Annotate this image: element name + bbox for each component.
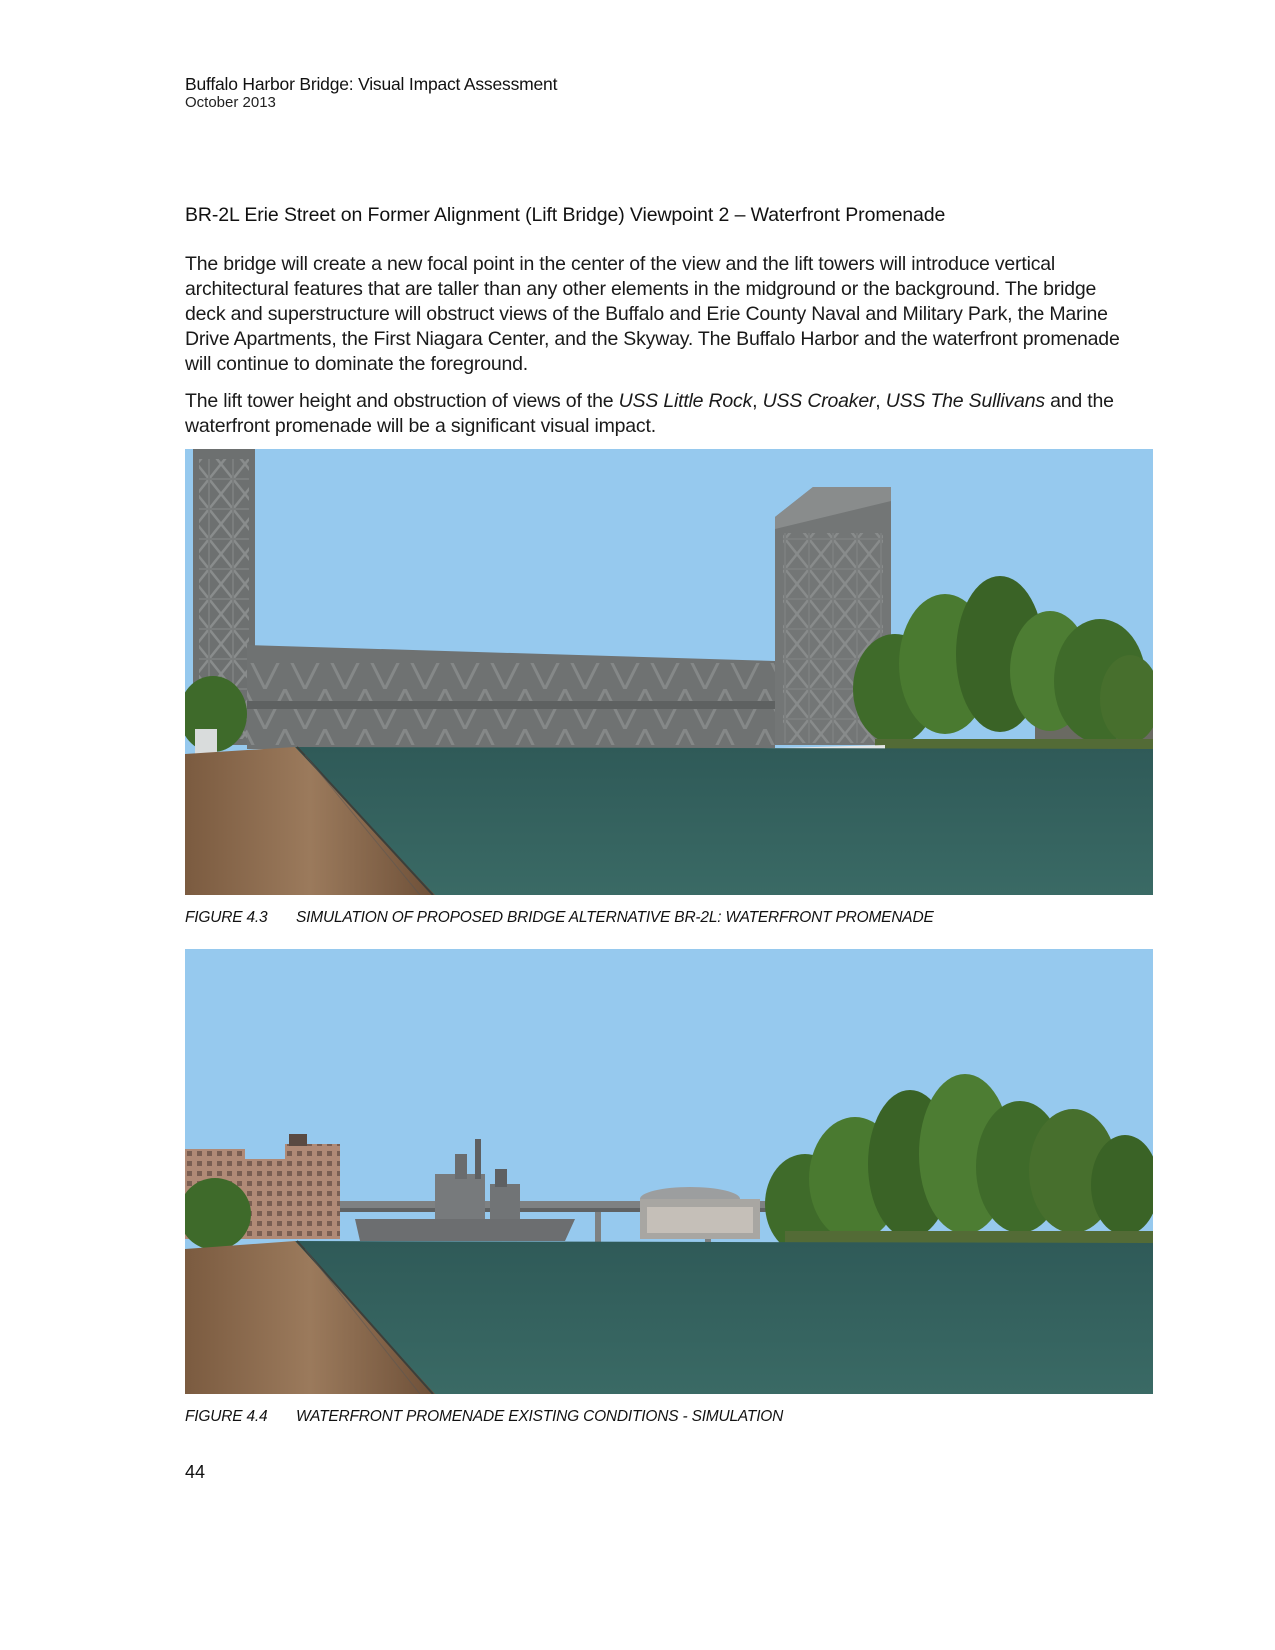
ship-name-little-rock: USS Little Rock	[618, 390, 753, 412]
document-title: Buffalo Harbor Bridge: Visual Impact Assessment	[185, 74, 558, 94]
ship-name-croaker: USS Croaker	[762, 390, 876, 412]
existing-conditions-image	[185, 949, 1153, 1394]
figure-caption-text: SIMULATION OF PROPOSED BRIDGE ALTERNATIVE BR-2L: WATERFRONT PROMENADE	[296, 909, 934, 926]
document-date: October 2013	[185, 94, 276, 111]
paragraph-text: ,	[875, 390, 886, 412]
bridge-simulation-image	[185, 449, 1153, 895]
paragraph-text: The lift tower height and obstruction of views of the	[185, 390, 619, 412]
harbor-water	[295, 1241, 1153, 1394]
paragraph-text: and the waterfront promenade will be a significant visual impact.	[185, 390, 1114, 437]
harbor-water	[295, 747, 1153, 895]
body-paragraph-2	[185, 389, 1130, 439]
paragraph-text: ,	[752, 390, 763, 412]
page-number: 44	[185, 1462, 206, 1482]
figure-number: FIGURE 4.3	[185, 909, 268, 926]
figure-caption	[185, 909, 934, 927]
section-heading: BR-2L Erie Street on Former Alignment (Lift Bridge) Viewpoint 2 – Waterfront Promenade	[185, 204, 946, 226]
ship-name-the-sullivans: USS The Sullivans	[885, 390, 1045, 412]
figure-bridge-simulation	[185, 449, 1153, 895]
figure-existing-conditions	[185, 949, 1153, 1394]
body-paragraph-1: The bridge will create a new focal point in the center of the view and the lift towers will introduce vertical architectural features that are taller than any other elements in the midground or the background. The bridge deck and superstructure will obstruct views of the Buffalo and Erie County Naval and Military Park, the Marine Drive Apartments, the First Niagara Center, and the Skyway. The Buffalo Harbor and the waterfront promenade will continue to dominate the foreground.	[185, 253, 1120, 375]
figure-caption	[185, 1408, 783, 1426]
figure-caption-text: WATERFRONT PROMENADE EXISTING CONDITIONS - SIMULATION	[296, 1408, 784, 1425]
running-header	[185, 74, 557, 112]
figure-number: FIGURE 4.4	[185, 1408, 268, 1425]
